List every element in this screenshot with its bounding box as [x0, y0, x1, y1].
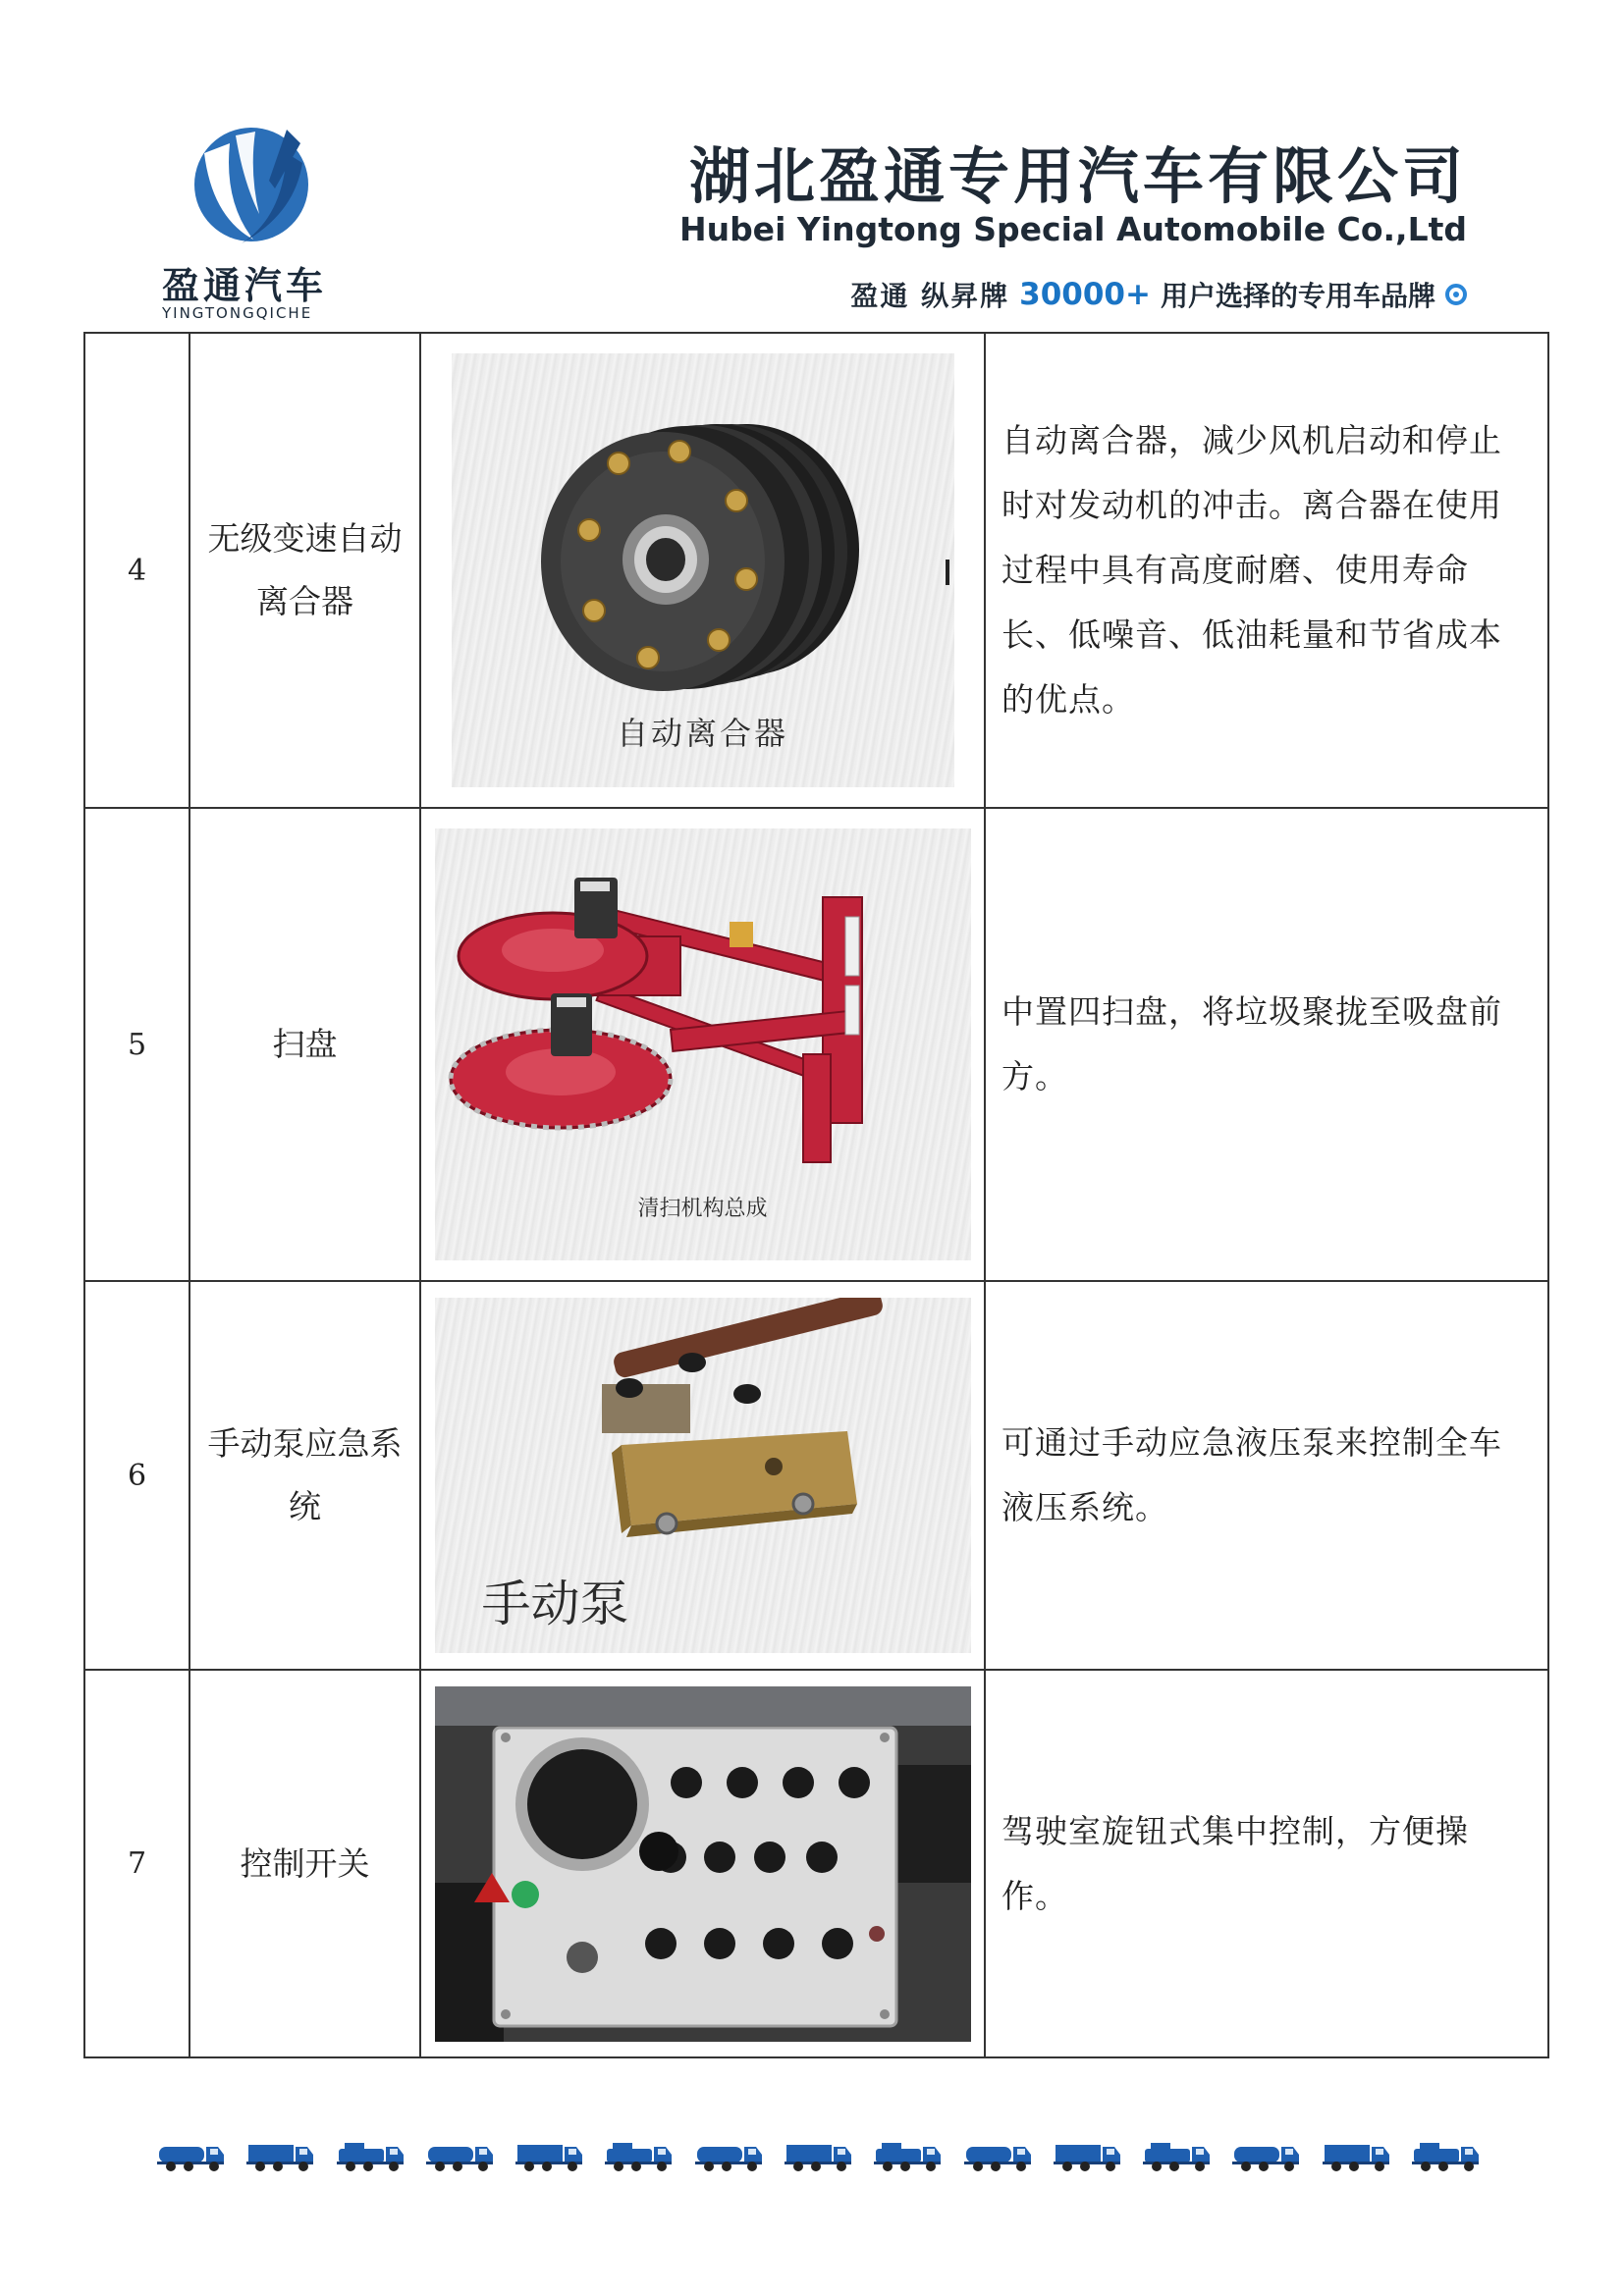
- item-description: 自动离合器，减少风机启动和停止时对发动机的冲击。离合器在使用过程中具有高度耐磨、使用寿命 长、低噪音、低油耗量和节省成本的优点。: [985, 333, 1548, 808]
- hand-pump-image: [435, 1298, 971, 1653]
- water-tanker-icon: [1230, 2135, 1301, 2174]
- compactor-truck-icon: [693, 2135, 764, 2174]
- company-name-chinese: 湖北盈通专用汽车有限公司: [688, 140, 1467, 212]
- slogan: [850, 275, 1467, 314]
- sprinkler-truck-icon: [603, 2135, 674, 2174]
- vehicle-icon-strip: [155, 2130, 1481, 2179]
- image-caption: 清扫机构总成: [637, 1197, 768, 1221]
- crane-truck-icon: [1410, 2135, 1481, 2174]
- equipment-table: [83, 332, 1549, 2058]
- logo-chinese-text: 盈通汽车: [162, 264, 328, 307]
- tanker-truck-icon: [155, 2135, 226, 2174]
- item-image-cell: [420, 1281, 985, 1670]
- company-logo: [157, 116, 373, 326]
- row-number: 6: [84, 1281, 189, 1670]
- sprinkler-truck-icon: [244, 2135, 315, 2174]
- table-row: [84, 1281, 1548, 1670]
- table-row: [84, 1670, 1548, 2057]
- row-number: 5: [84, 808, 189, 1281]
- garbage-truck-icon: [514, 2135, 584, 2174]
- sweeper-truck-icon: [335, 2135, 406, 2174]
- item-name: 扫盘: [189, 808, 420, 1281]
- cargo-truck-icon: [1052, 2135, 1122, 2174]
- page-header: [157, 116, 1477, 326]
- clutch-image: [452, 353, 954, 787]
- slogan-brand: 盈通 纵昇牌: [850, 280, 1010, 312]
- road-sweeper-icon: [783, 2135, 853, 2174]
- item-name: 手动泵应急系统: [189, 1281, 420, 1670]
- yingtong-logo-icon: [185, 124, 322, 256]
- row-number: 4: [84, 333, 189, 808]
- item-image-cell: [420, 333, 985, 808]
- tow-truck-icon: [1321, 2135, 1391, 2174]
- logo-english-text: YINGTONGQICHE: [162, 304, 313, 322]
- flatbed-truck-icon: [962, 2135, 1033, 2174]
- image-caption: 自动离合器: [616, 715, 788, 752]
- table-row: [84, 808, 1548, 1281]
- item-image-cell: [420, 1670, 985, 2057]
- item-image-cell: [420, 808, 985, 1281]
- brand-mark-icon: [1445, 284, 1467, 305]
- road-sweeper-icon: [424, 2135, 495, 2174]
- sweeper-disc-image: [435, 828, 971, 1260]
- item-name: 控制开关: [189, 1670, 420, 2057]
- image-caption: 手动泵: [481, 1575, 629, 1632]
- row-number: 7: [84, 1670, 189, 2057]
- item-description: 驾驶室旋钮式集中控制，方便操作。: [985, 1670, 1548, 2057]
- slogan-text: 用户选择的专用车品牌: [1160, 280, 1435, 312]
- control-panel-icon: [435, 1686, 971, 2042]
- item-description: 中置四扫盘，将垃圾聚拢至吸盘前方。: [985, 808, 1548, 1281]
- company-name-english: Hubei Yingtong Special Automobile Co.,Ltd: [678, 210, 1467, 248]
- item-name: 无级变速自动离合器: [189, 333, 420, 808]
- refuse-truck-icon: [1141, 2135, 1212, 2174]
- control-panel-image: [435, 1686, 971, 2042]
- slogan-number: 30000+: [1019, 277, 1151, 312]
- item-description: 可通过手动应急液压泵来控制全车液压系统。: [985, 1281, 1548, 1670]
- washer-truck-icon: [872, 2135, 943, 2174]
- table-row: [84, 333, 1548, 808]
